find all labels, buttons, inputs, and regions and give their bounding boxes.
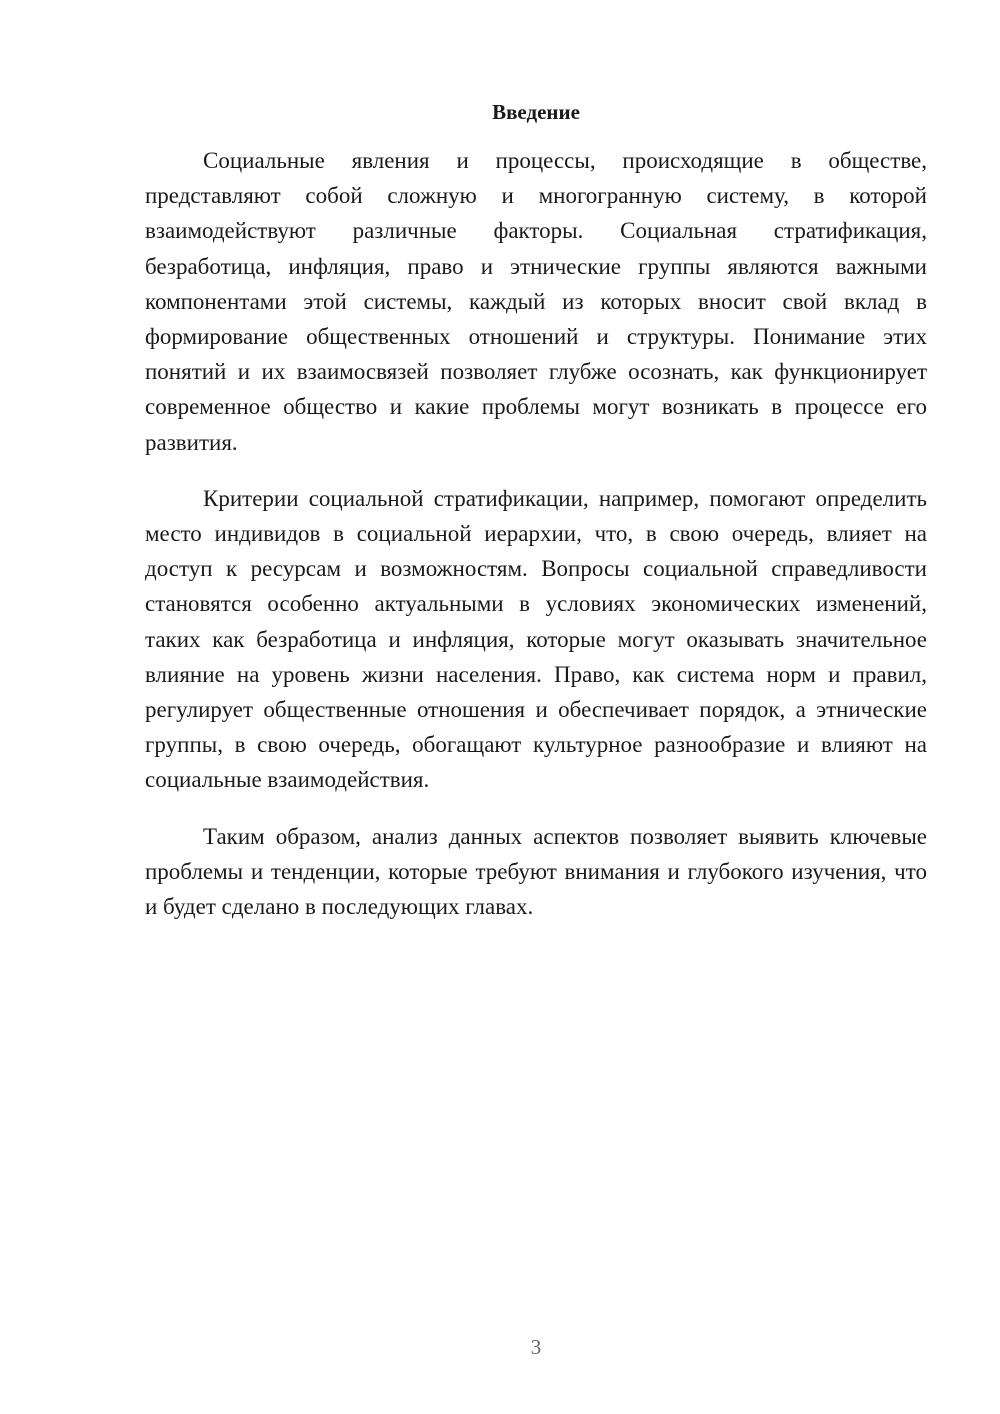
body-text [145,143,927,924]
page-number: 3 [530,1335,542,1359]
paragraph-1: Социальные явления и процессы, происходящие в обществе, представляют собой сложную и многогранную систему, в которой взаимодействуют различные факторы. Социальная стратификация, безработица, инфляция, право и этнические группы являются важными компонентами этой системы, каждый из которых вносит свой вклад в формирование общественных отношений и структуры. Понимание этих понятий и их взаимосвязей позволяет глубже осознать, как функционирует современное общество и какие проблемы могут возникать в процессе его развития. [145,148,927,455]
section-title: Введение [492,100,580,124]
paragraph-2: Критерии социальной стратификации, например, помогают определить место индивидов в социальной иерархии, что, в свою очередь, влияет на доступ к ресурсам и возможностям. Вопросы социальной справедливости становятся особенно актуальными в условиях экономических изменений, таких как безработица и инфляция, которые могут оказывать значительное влияние на уровень жизни населения. Право, как система норм и правил, регулирует общественные отношения и обеспечивает порядок, а этнические группы, в свою очередь, обогащают культурное разнообразие и влияют на социальные взаимодействия. [145,485,927,793]
paragraph-3: Таким образом, анализ данных аспектов позволяет выявить ключевые проблемы и тенденции, которые требуют внимания и глубокого изучения, что и будет сделано в последующих главах. [145,823,927,920]
